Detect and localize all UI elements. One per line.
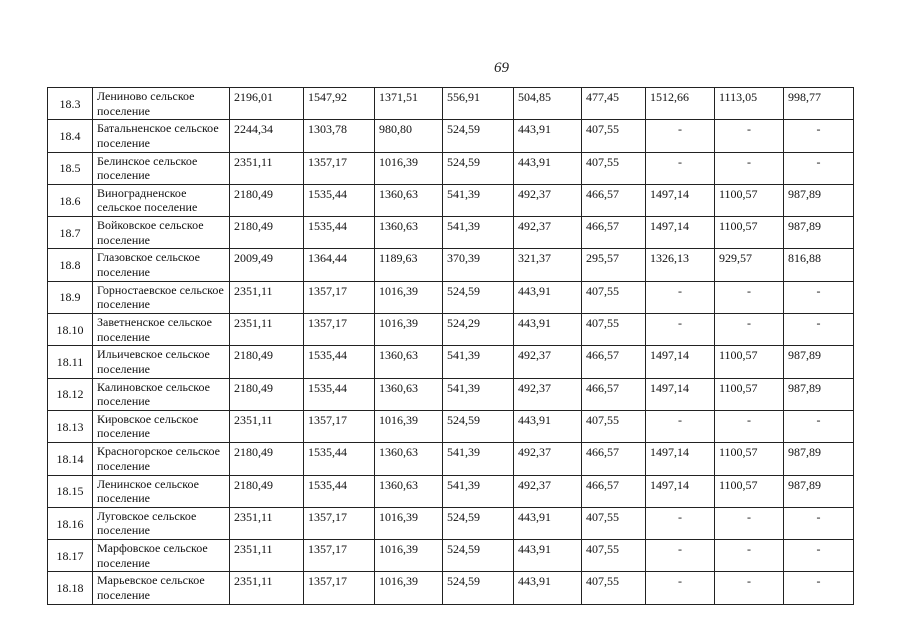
value-cell: 1100,57 [715,346,784,378]
value-cell: 443,91 [514,281,582,313]
value-cell: 321,37 [514,249,582,281]
row-index: 18.8 [48,249,93,281]
value-cell: 295,57 [582,249,646,281]
value-cell: 407,55 [582,540,646,572]
value-cell: 1364,44 [304,249,375,281]
value-cell: 407,55 [582,410,646,442]
value-cell: 1303,78 [304,120,375,152]
value-cell: - [646,152,715,184]
value-cell: 987,89 [784,475,854,507]
row-index: 18.3 [48,88,93,120]
value-cell: 2244,34 [230,120,304,152]
value-cell: - [715,572,784,604]
table-row [48,507,854,539]
value-cell: 1360,63 [375,346,443,378]
row-index: 18.13 [48,410,93,442]
value-cell: 443,91 [514,152,582,184]
value-cell: - [784,410,854,442]
value-cell: 443,91 [514,540,582,572]
value-cell: - [646,410,715,442]
value-cell: 1535,44 [304,475,375,507]
table-row [48,443,854,475]
value-cell: 466,57 [582,475,646,507]
value-cell: 1535,44 [304,443,375,475]
value-cell: 1100,57 [715,184,784,216]
settlement-name: Батальненское сельское поселение [93,120,230,152]
value-cell: 1497,14 [646,346,715,378]
row-index: 18.11 [48,346,93,378]
value-cell: 466,57 [582,217,646,249]
value-cell: - [784,507,854,539]
value-cell: 1016,39 [375,281,443,313]
settlement-name: Белинское сельское поселение [93,152,230,184]
value-cell: 816,88 [784,249,854,281]
value-cell: 1360,63 [375,378,443,410]
value-cell: 524,59 [443,507,514,539]
table-row [48,540,854,572]
value-cell: 524,59 [443,572,514,604]
value-cell: 998,77 [784,88,854,120]
value-cell: 1497,14 [646,378,715,410]
value-cell: 524,59 [443,410,514,442]
value-cell: 1100,57 [715,475,784,507]
value-cell: 443,91 [514,410,582,442]
table-body [48,88,854,605]
row-index: 18.18 [48,572,93,604]
value-cell: 466,57 [582,346,646,378]
table-row [48,314,854,346]
value-cell: - [784,572,854,604]
value-cell: 541,39 [443,217,514,249]
value-cell: - [715,410,784,442]
value-cell: 1357,17 [304,410,375,442]
value-cell: 443,91 [514,572,582,604]
table-row [48,410,854,442]
settlement-name: Заветненское сельское поселение [93,314,230,346]
value-cell: 1497,14 [646,184,715,216]
value-cell: 1360,63 [375,217,443,249]
value-cell: 1113,05 [715,88,784,120]
row-index: 18.9 [48,281,93,313]
settlement-name: Войковское сельское поселение [93,217,230,249]
value-cell: 1497,14 [646,443,715,475]
value-cell: 1357,17 [304,152,375,184]
value-cell: 407,55 [582,152,646,184]
value-cell: - [646,572,715,604]
value-cell: 524,59 [443,120,514,152]
value-cell: 2196,01 [230,88,304,120]
value-cell: 1016,39 [375,507,443,539]
value-cell: 541,39 [443,443,514,475]
value-cell: 987,89 [784,378,854,410]
settlement-name: Красногорское сельское поселение [93,443,230,475]
value-cell: 466,57 [582,378,646,410]
value-cell: 407,55 [582,507,646,539]
table-row [48,120,854,152]
table-row [48,152,854,184]
row-index: 18.12 [48,378,93,410]
value-cell: 929,57 [715,249,784,281]
row-index: 18.7 [48,217,93,249]
value-cell: 2009,49 [230,249,304,281]
settlement-name: Ленинское сельское поселение [93,475,230,507]
value-cell: 477,45 [582,88,646,120]
value-cell: 1535,44 [304,184,375,216]
value-cell: 2180,49 [230,475,304,507]
value-cell: 1512,66 [646,88,715,120]
settlement-name: Виноградненское сельское поселение [93,184,230,216]
value-cell: 1371,51 [375,88,443,120]
value-cell: 524,29 [443,314,514,346]
value-cell: 2351,11 [230,507,304,539]
row-index: 18.10 [48,314,93,346]
value-cell: - [715,540,784,572]
value-cell: 541,39 [443,184,514,216]
value-cell: 1189,63 [375,249,443,281]
value-cell: 504,85 [514,88,582,120]
value-cell: 407,55 [582,572,646,604]
value-cell: 1360,63 [375,184,443,216]
value-cell: 980,80 [375,120,443,152]
value-cell: 1547,92 [304,88,375,120]
value-cell: - [715,507,784,539]
settlement-name: Марфовское сельское поселение [93,540,230,572]
settlement-name: Горностаевское сельское поселение [93,281,230,313]
value-cell: 1016,39 [375,572,443,604]
value-cell: 1357,17 [304,507,375,539]
settlement-name: Ильичевское сельское поселение [93,346,230,378]
value-cell: - [646,281,715,313]
row-index: 18.6 [48,184,93,216]
table-row [48,217,854,249]
table-row [48,184,854,216]
table-row [48,572,854,604]
value-cell: 541,39 [443,475,514,507]
value-cell: 556,91 [443,88,514,120]
table-row [48,475,854,507]
value-cell: 2351,11 [230,152,304,184]
value-cell: 466,57 [582,443,646,475]
value-cell: 443,91 [514,507,582,539]
value-cell: - [784,281,854,313]
row-index: 18.17 [48,540,93,572]
value-cell: 2351,11 [230,314,304,346]
value-cell: - [715,120,784,152]
value-cell: 541,39 [443,378,514,410]
value-cell: 1360,63 [375,475,443,507]
value-cell: 443,91 [514,314,582,346]
table-row [48,281,854,313]
value-cell: 492,37 [514,378,582,410]
settlement-name: Глазовское сельское поселение [93,249,230,281]
value-cell: 987,89 [784,217,854,249]
value-cell: 1100,57 [715,378,784,410]
value-cell: 1016,39 [375,152,443,184]
value-cell: 524,59 [443,540,514,572]
settlement-name: Марьевское сельское поселение [93,572,230,604]
value-cell: 1357,17 [304,281,375,313]
value-cell: 1326,13 [646,249,715,281]
value-cell: 2180,49 [230,346,304,378]
row-index: 18.16 [48,507,93,539]
value-cell: 2351,11 [230,540,304,572]
value-cell: 1016,39 [375,314,443,346]
value-cell: 1357,17 [304,314,375,346]
value-cell: 492,37 [514,475,582,507]
value-cell: 492,37 [514,217,582,249]
settlement-name: Калиновское сельское поселение [93,378,230,410]
value-cell: 987,89 [784,346,854,378]
value-cell: 2180,49 [230,443,304,475]
value-cell: 492,37 [514,346,582,378]
value-cell: - [784,540,854,572]
value-cell: - [784,314,854,346]
value-cell: 407,55 [582,281,646,313]
tariff-table [47,87,854,605]
value-cell: 541,39 [443,346,514,378]
value-cell: 2351,11 [230,410,304,442]
page-number: 69 [494,60,509,76]
value-cell: 443,91 [514,120,582,152]
value-cell: - [646,540,715,572]
value-cell: 370,39 [443,249,514,281]
value-cell: - [646,120,715,152]
value-cell: 407,55 [582,120,646,152]
value-cell: 407,55 [582,314,646,346]
value-cell: 1535,44 [304,378,375,410]
row-index: 18.4 [48,120,93,152]
value-cell: - [715,281,784,313]
value-cell: - [784,152,854,184]
settlement-name: Луговское сельское поселение [93,507,230,539]
table-row [48,88,854,120]
value-cell: 466,57 [582,184,646,216]
value-cell: 2351,11 [230,572,304,604]
value-cell: 1535,44 [304,217,375,249]
value-cell: 2180,49 [230,378,304,410]
value-cell: 987,89 [784,184,854,216]
value-cell: - [715,314,784,346]
value-cell: 492,37 [514,184,582,216]
value-cell: 1535,44 [304,346,375,378]
table-row [48,346,854,378]
value-cell: - [715,152,784,184]
settlement-name: Кировское сельское поселение [93,410,230,442]
settlement-name: Лениново сельское поселение [93,88,230,120]
value-cell: 1497,14 [646,475,715,507]
value-cell: 2180,49 [230,184,304,216]
table-row [48,378,854,410]
value-cell: 1357,17 [304,540,375,572]
row-index: 18.14 [48,443,93,475]
value-cell: 1100,57 [715,217,784,249]
value-cell: 2351,11 [230,281,304,313]
value-cell: 1016,39 [375,540,443,572]
value-cell: 1360,63 [375,443,443,475]
value-cell: 987,89 [784,443,854,475]
value-cell: 2180,49 [230,217,304,249]
row-index: 18.15 [48,475,93,507]
value-cell: 524,59 [443,152,514,184]
value-cell: 1357,17 [304,572,375,604]
table-row [48,249,854,281]
value-cell: 1497,14 [646,217,715,249]
value-cell: 1100,57 [715,443,784,475]
value-cell: 492,37 [514,443,582,475]
row-index: 18.5 [48,152,93,184]
value-cell: - [784,120,854,152]
value-cell: - [646,507,715,539]
value-cell: 524,59 [443,281,514,313]
value-cell: 1016,39 [375,410,443,442]
value-cell: - [646,314,715,346]
